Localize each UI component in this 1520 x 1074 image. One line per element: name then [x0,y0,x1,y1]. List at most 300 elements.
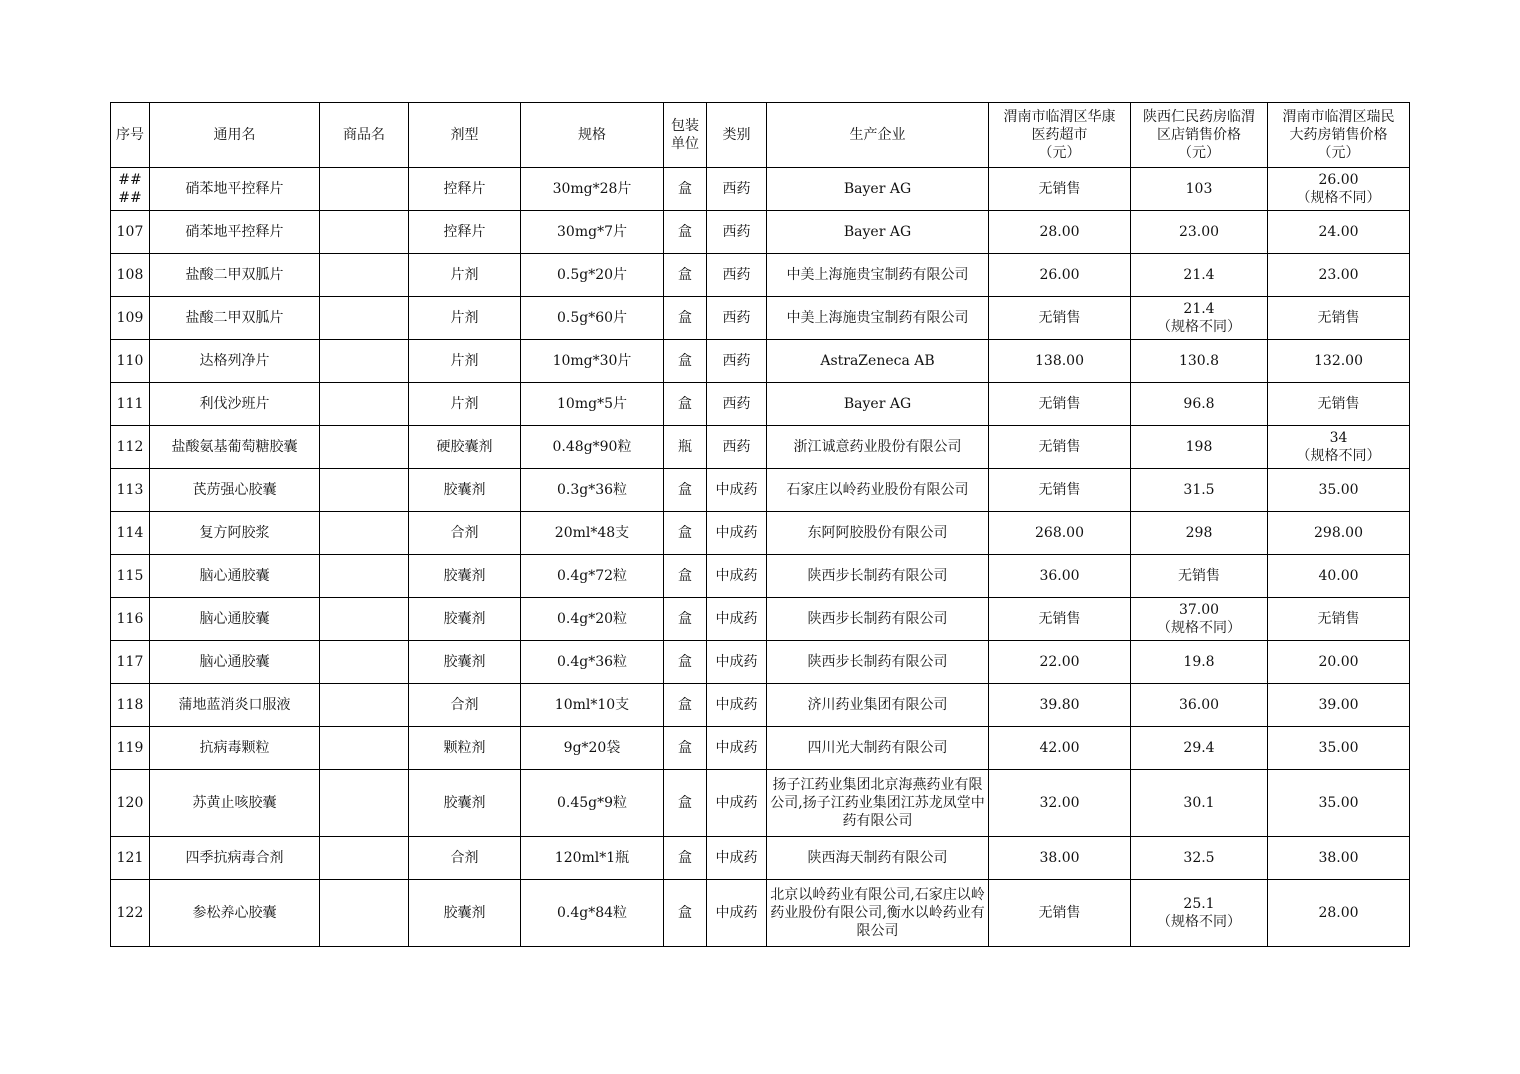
cell-package-unit [664,340,707,383]
header-generic-name [150,103,320,168]
cell-dosage-form-value: 胶囊剂 [443,568,486,584]
cell-generic-name [150,641,320,684]
cell-price-huakang-value: 38.00 [1039,850,1080,866]
cell-no [111,641,150,684]
cell-brand-name [320,770,409,837]
cell-no [111,684,150,727]
cell-manufacturer [767,512,989,555]
cell-no-value: 114 [116,525,144,541]
cell-manufacturer-value: 北京以岭药业有限公司,石家庄以岭药业股份有限公司,衡水以岭药业有限公司 [770,887,985,939]
cell-category [707,297,767,340]
cell-manufacturer [767,340,989,383]
cell-dosage-form [409,770,521,837]
cell-dosage-form-value: 硬胶囊剂 [436,439,493,455]
cell-spec-value: 20ml*48支 [554,525,630,541]
cell-generic-name [150,684,320,727]
cell-spec-value: 10ml*10支 [554,697,630,713]
cell-brand-name [320,727,409,770]
cell-price-renmin [1131,211,1268,254]
header-brand-name [320,103,409,168]
cell-category-value: 西药 [722,353,751,369]
cell-brand-name [320,641,409,684]
cell-price-huakang [989,469,1131,512]
header-price-renmin [1131,103,1268,168]
cell-spec [521,880,664,947]
cell-brand-name [320,837,409,880]
cell-manufacturer [767,837,989,880]
cell-brand-name [320,383,409,426]
cell-dosage-form [409,641,521,684]
cell-category-value: 中成药 [715,654,758,670]
cell-price-huakang-value: 无销售 [1038,439,1081,455]
cell-spec-value: 0.3g*36粒 [556,482,628,498]
cell-price-ruimin-value: 40.00 [1318,568,1359,584]
cell-category-value: 中成药 [715,905,758,921]
cell-category-value: 西药 [722,310,751,326]
cell-price-huakang [989,880,1131,947]
cell-dosage-form-value: 胶囊剂 [443,654,486,670]
cell-manufacturer [767,297,989,340]
header-category [707,103,767,168]
cell-price-ruimin-value: 39.00 [1318,697,1359,713]
header-no-line: 序号 [116,127,144,143]
cell-dosage-form-value: 颗粒剂 [443,740,486,756]
cell-package-unit [664,168,707,211]
cell-spec-value: 30mg*7片 [557,224,627,240]
cell-dosage-form-value: 合剂 [450,525,479,541]
cell-brand-name [320,340,409,383]
cell-dosage-form [409,880,521,947]
cell-category [707,684,767,727]
table-row [111,211,1410,254]
cell-no [111,340,150,383]
cell-spec-value: 120ml*1瓶 [554,850,630,866]
cell-dosage-form [409,684,521,727]
table-row [111,297,1410,340]
cell-price-huakang-value: 268.00 [1035,525,1084,541]
cell-package-unit [664,770,707,837]
cell-generic-name-value: 脑心通胶囊 [199,611,270,627]
cell-dosage-form-value: 胶囊剂 [443,482,486,498]
cell-generic-name-value: 利伐沙班片 [199,396,270,412]
cell-generic-name-value: 芪苈强心胶囊 [192,482,277,498]
cell-category [707,555,767,598]
cell-manufacturer [767,254,989,297]
cell-price-ruimin [1268,340,1410,383]
cell-price-renmin-value: 无销售 [1178,568,1220,584]
table-row [111,469,1410,512]
cell-no [111,383,150,426]
cell-package-unit [664,555,707,598]
cell-dosage-form [409,340,521,383]
cell-package-unit-value: 盒 [678,525,692,541]
cell-spec [521,254,664,297]
cell-price-ruimin-value: 38.00 [1318,850,1359,866]
cell-price-ruimin [1268,426,1410,469]
cell-price-ruimin-value: 35.00 [1318,482,1359,498]
cell-manufacturer-value: 浙江诚意药业股份有限公司 [793,439,962,455]
cell-price-ruimin [1268,598,1410,641]
cell-category-value: 中成药 [715,740,758,756]
table-row [111,770,1410,837]
cell-no [111,469,150,512]
cell-generic-name-value: 复方阿胶浆 [199,525,270,541]
cell-no-value: 120 [116,795,144,811]
cell-price-huakang [989,598,1131,641]
cell-price-renmin-note: （规格不同） [1157,319,1241,335]
price-table-sheet [110,102,1410,947]
cell-generic-name [150,555,320,598]
table-row [111,684,1410,727]
cell-price-ruimin-value: 23.00 [1318,267,1359,283]
cell-price-huakang-value: 39.80 [1039,697,1080,713]
cell-spec [521,598,664,641]
cell-price-ruimin-note: （规格不同） [1296,190,1381,206]
cell-manufacturer [767,469,989,512]
cell-category [707,837,767,880]
cell-brand-name [320,598,409,641]
cell-price-renmin-value: 37.00 [1178,602,1220,618]
cell-price-renmin [1131,383,1268,426]
cell-category-value: 中成药 [715,850,758,866]
cell-spec [521,512,664,555]
cell-brand-name [320,211,409,254]
cell-no-value: 111 [116,396,144,412]
cell-spec [521,555,664,598]
header-price-renmin-line: 区店销售价格 [1157,127,1241,143]
price-table [110,102,1410,947]
cell-price-huakang-value: 无销售 [1038,482,1081,498]
cell-manufacturer [767,880,989,947]
cell-price-ruimin [1268,383,1410,426]
cell-price-huakang-value: 无销售 [1038,310,1081,326]
header-package-unit-line: 单位 [671,136,699,152]
cell-dosage-form-value: 胶囊剂 [443,905,486,921]
cell-price-renmin-value: 23.00 [1178,224,1220,240]
header-category-line: 类别 [722,127,751,143]
cell-price-huakang [989,168,1131,211]
cell-manufacturer [767,641,989,684]
cell-manufacturer [767,426,989,469]
cell-package-unit-value: 盒 [678,310,692,326]
cell-package-unit-value: 盒 [678,396,692,412]
cell-price-huakang [989,555,1131,598]
cell-package-unit-value: 瓶 [678,439,692,455]
cell-manufacturer-value: 中美上海施贵宝制药有限公司 [786,310,969,326]
cell-package-unit [664,383,707,426]
cell-price-ruimin [1268,297,1410,340]
header-price-renmin-line: （元） [1178,145,1220,161]
cell-generic-name [150,211,320,254]
cell-price-renmin-value: 30.1 [1183,795,1215,811]
cell-generic-name [150,297,320,340]
cell-package-unit [664,211,707,254]
cell-price-huakang-value: 22.00 [1039,654,1080,670]
cell-brand-name [320,555,409,598]
cell-price-renmin [1131,837,1268,880]
cell-price-ruimin [1268,641,1410,684]
cell-manufacturer [767,684,989,727]
cell-dosage-form [409,211,521,254]
header-dosage-form-line: 剂型 [450,127,479,143]
cell-brand-name [320,254,409,297]
cell-price-ruimin [1268,469,1410,512]
cell-no-value: #### [118,172,142,206]
cell-no [111,837,150,880]
cell-dosage-form-value: 片剂 [450,396,479,412]
cell-no-value: 118 [116,697,144,713]
cell-generic-name [150,880,320,947]
cell-generic-name-value: 参松养心胶囊 [192,905,277,921]
cell-generic-name [150,512,320,555]
cell-dosage-form [409,297,521,340]
cell-manufacturer [767,555,989,598]
cell-price-huakang-value: 无销售 [1038,181,1081,197]
cell-category-value: 西药 [722,439,751,455]
cell-price-renmin-value: 25.1 [1183,896,1215,912]
cell-brand-name [320,426,409,469]
table-row [111,383,1410,426]
cell-package-unit-value: 盒 [678,181,692,197]
cell-price-huakang [989,254,1131,297]
cell-generic-name-value: 抗病毒颗粒 [199,740,270,756]
table-row [111,168,1410,211]
cell-package-unit-value: 盒 [678,795,692,811]
table-row [111,837,1410,880]
cell-price-ruimin [1268,770,1410,837]
cell-generic-name-value: 四季抗病毒合剂 [185,850,284,866]
cell-price-ruimin-value: 34 [1329,430,1348,446]
header-price-huakang-line: （元） [1038,145,1081,161]
cell-price-huakang-value: 32.00 [1039,795,1080,811]
cell-dosage-form-value: 胶囊剂 [443,611,486,627]
header-price-ruimin-line: 大药房销售价格 [1289,127,1388,143]
cell-price-ruimin-value: 35.00 [1318,740,1359,756]
table-row [111,727,1410,770]
cell-dosage-form-value: 合剂 [450,850,479,866]
cell-dosage-form [409,512,521,555]
cell-generic-name [150,254,320,297]
cell-generic-name [150,469,320,512]
cell-price-ruimin [1268,254,1410,297]
cell-package-unit-value: 盒 [678,267,692,283]
header-manufacturer [767,103,989,168]
cell-price-renmin-note: （规格不同） [1157,620,1241,636]
cell-spec [521,168,664,211]
cell-dosage-form-value: 片剂 [450,310,479,326]
cell-price-ruimin-value: 298.00 [1314,525,1363,541]
cell-package-unit [664,880,707,947]
cell-package-unit-value: 盒 [678,905,692,921]
cell-manufacturer [767,770,989,837]
cell-no [111,211,150,254]
cell-manufacturer-value: 扬子江药业集团北京海燕药业有限公司,扬子江药业集团江苏龙凤堂中药有限公司 [770,777,985,829]
cell-price-huakang-value: 无销售 [1038,611,1081,627]
cell-no [111,880,150,947]
cell-price-renmin [1131,684,1268,727]
cell-dosage-form [409,469,521,512]
cell-spec [521,340,664,383]
cell-no [111,168,150,211]
cell-price-huakang [989,684,1131,727]
cell-category [707,512,767,555]
cell-price-renmin [1131,770,1268,837]
cell-spec [521,297,664,340]
cell-manufacturer-value: Bayer AG [843,396,912,412]
cell-generic-name-value: 苏黄止咳胶囊 [192,795,277,811]
cell-price-ruimin-value: 无销售 [1317,611,1360,627]
cell-price-renmin-value: 29.4 [1183,740,1215,756]
cell-no [111,727,150,770]
cell-manufacturer-value: 四川光大制药有限公司 [807,740,948,756]
cell-dosage-form [409,598,521,641]
cell-spec [521,383,664,426]
cell-spec-value: 0.5g*60片 [556,310,628,326]
cell-package-unit [664,837,707,880]
table-row [111,555,1410,598]
cell-manufacturer-value: Bayer AG [843,181,912,197]
cell-package-unit-value: 盒 [678,740,692,756]
cell-price-renmin [1131,880,1268,947]
cell-dosage-form [409,383,521,426]
header-generic-name-line: 通用名 [213,127,256,143]
table-row [111,880,1410,947]
cell-spec-value: 10mg*30片 [552,353,632,369]
cell-dosage-form-value: 合剂 [450,697,479,713]
cell-price-renmin [1131,469,1268,512]
cell-price-renmin [1131,297,1268,340]
cell-no [111,770,150,837]
cell-price-huakang [989,297,1131,340]
header-no [111,103,150,168]
cell-brand-name [320,684,409,727]
cell-price-huakang-value: 42.00 [1039,740,1080,756]
cell-spec-value: 0.5g*20片 [556,267,628,283]
cell-dosage-form [409,727,521,770]
cell-no-value: 121 [116,850,144,866]
cell-price-renmin-value: 36.00 [1178,697,1220,713]
cell-spec-value: 30mg*28片 [552,181,632,197]
cell-generic-name-value: 盐酸二甲双胍片 [185,310,284,326]
cell-manufacturer [767,168,989,211]
cell-price-renmin-value: 96.8 [1183,396,1215,412]
cell-spec [521,684,664,727]
cell-generic-name-value: 硝苯地平控释片 [185,181,284,197]
cell-category [707,254,767,297]
cell-price-huakang-value: 138.00 [1035,353,1084,369]
cell-category-value: 西药 [722,396,751,412]
cell-no [111,426,150,469]
cell-price-huakang [989,512,1131,555]
cell-package-unit-value: 盒 [678,697,692,713]
cell-generic-name-value: 脑心通胶囊 [199,654,270,670]
cell-price-ruimin-value: 26.00 [1318,172,1359,188]
cell-package-unit [664,426,707,469]
cell-manufacturer-value: 陕西海天制药有限公司 [807,850,948,866]
cell-category [707,727,767,770]
cell-price-renmin [1131,727,1268,770]
cell-manufacturer-value: 济川药业集团有限公司 [807,697,948,713]
cell-no-value: 122 [116,905,144,921]
cell-generic-name-value: 达格列净片 [199,353,270,369]
cell-generic-name [150,383,320,426]
cell-spec-value: 0.4g*84粒 [556,905,628,921]
cell-package-unit [664,297,707,340]
cell-package-unit [664,598,707,641]
cell-category-value: 中成药 [715,611,758,627]
cell-category-value: 西药 [722,267,751,283]
cell-package-unit-value: 盒 [678,654,692,670]
header-package-unit [664,103,707,168]
cell-price-ruimin [1268,512,1410,555]
cell-spec-value: 10mg*5片 [557,396,627,412]
cell-price-ruimin [1268,727,1410,770]
cell-dosage-form-value: 胶囊剂 [443,795,486,811]
cell-price-huakang-value: 无销售 [1038,905,1081,921]
cell-package-unit-value: 盒 [678,568,692,584]
cell-price-huakang [989,641,1131,684]
cell-category [707,168,767,211]
header-price-ruimin [1268,103,1410,168]
cell-price-renmin-value: 32.5 [1183,850,1215,866]
cell-price-renmin [1131,168,1268,211]
cell-price-renmin-value: 19.8 [1183,654,1215,670]
cell-category [707,880,767,947]
cell-dosage-form [409,168,521,211]
cell-category [707,598,767,641]
cell-price-huakang [989,383,1131,426]
cell-generic-name-value: 蒲地蓝消炎口服液 [178,697,291,713]
cell-price-huakang [989,211,1131,254]
cell-price-renmin [1131,641,1268,684]
cell-package-unit-value: 盒 [678,482,692,498]
cell-price-huakang [989,426,1131,469]
cell-manufacturer-value: AstraZeneca AB [820,353,935,369]
header-spec [521,103,664,168]
cell-price-ruimin-value: 132.00 [1314,353,1363,369]
cell-manufacturer [767,598,989,641]
cell-price-renmin [1131,426,1268,469]
table-body [111,168,1410,947]
cell-price-ruimin-value: 28.00 [1318,905,1359,921]
cell-generic-name [150,168,320,211]
cell-category-value: 中成药 [715,525,758,541]
cell-price-ruimin [1268,168,1410,211]
cell-spec [521,469,664,512]
cell-spec-value: 0.4g*72粒 [556,568,628,584]
cell-price-ruimin [1268,555,1410,598]
cell-price-huakang [989,727,1131,770]
header-price-ruimin-line: 渭南市临渭区瑞民 [1282,109,1395,125]
cell-no-value: 117 [116,654,144,670]
cell-spec-value: 0.45g*9粒 [556,795,628,811]
cell-category [707,469,767,512]
cell-spec [521,837,664,880]
cell-manufacturer [767,211,989,254]
cell-package-unit [664,469,707,512]
cell-manufacturer-value: 陕西步长制药有限公司 [807,611,948,627]
header-package-unit-line: 包装 [671,118,699,134]
cell-price-huakang-value: 36.00 [1039,568,1080,584]
cell-no [111,254,150,297]
table-row [111,254,1410,297]
cell-manufacturer-value: 陕西步长制药有限公司 [807,654,948,670]
cell-category [707,770,767,837]
cell-price-huakang-value: 无销售 [1038,396,1081,412]
cell-spec [521,211,664,254]
cell-package-unit [664,641,707,684]
cell-price-renmin [1131,598,1268,641]
